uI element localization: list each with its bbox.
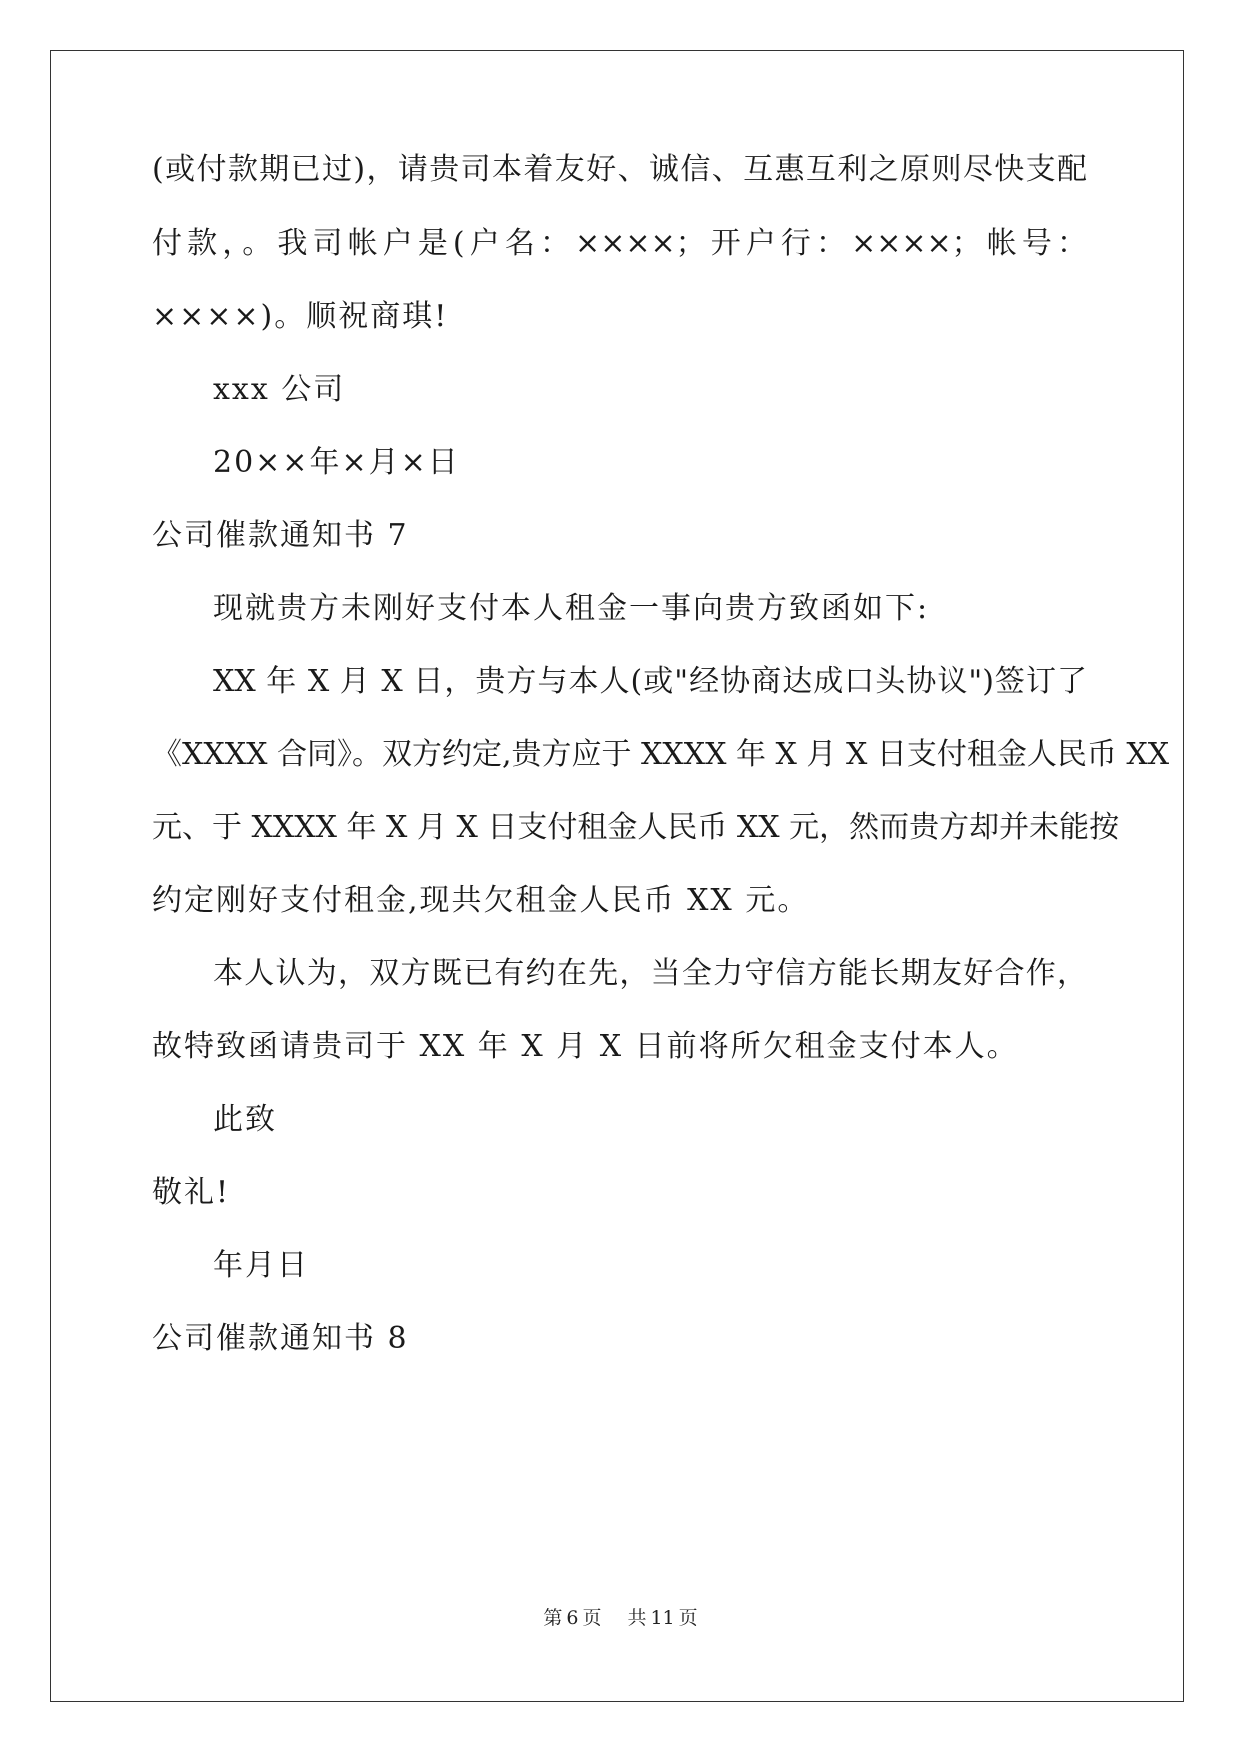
body-line-request-2: 故特致函请贵司于 XX 年 X 月 X 日前将所欠租金支付本人。 [152,1029,1019,1064]
body-line-contract-4: 约定刚好支付租金,现共欠租金人民币 XX 元。 [152,883,810,918]
page-label-prefix: 第 [543,1607,563,1629]
page-total: 11 [650,1607,675,1629]
closing-date: 年月日 [213,1248,309,1283]
body-line-2: 付款，。我司帐户是(户名：××××；开户行：××××；帐号： [152,226,1087,261]
body-line-1: (或付款期已过)，请贵司本着友好、诚信、互惠互利之原则尽快支配 [152,152,1087,187]
company-signature: xxx 公司 [213,372,346,407]
page-label-suffix: 页 [582,1607,602,1629]
section-heading-7: 公司催款通知书 7 [152,518,409,553]
page-footer [0,1606,1241,1630]
body-line-3: ××××)。顺祝商琪! [152,299,449,334]
body-line-intro: 现就贵方未刚好支付本人租金一事向贵方致函如下: [213,591,930,626]
body-line-request-1: 本人认为，双方既已有约在先，当全力守信方能长期友好合作， [213,956,1087,991]
section-heading-8: 公司催款通知书 8 [152,1321,409,1356]
page-current: 6 [566,1607,579,1629]
body-line-contract-3: 元、于 XXXX 年 X 月 X 日支付租金人民币 XX 元，然而贵方却并未能按 [152,810,1120,845]
total-label-suffix: 页 [678,1607,698,1629]
closing-salutation: 此致 [213,1102,277,1137]
signature-date: 20××年×月×日 [213,445,460,480]
total-label-prefix: 共 [627,1607,647,1629]
closing-regards: 敬礼! [152,1175,231,1210]
body-line-contract-2: 《XXXX 合同》。双方约定,贵方应于 XXXX 年 X 月 X 日支付租金人民币 XX [152,737,1170,772]
body-line-contract-1: XX 年 X 月 X 日，贵方与本人(或"经协商达成口头协议")签订了 [213,664,1087,699]
